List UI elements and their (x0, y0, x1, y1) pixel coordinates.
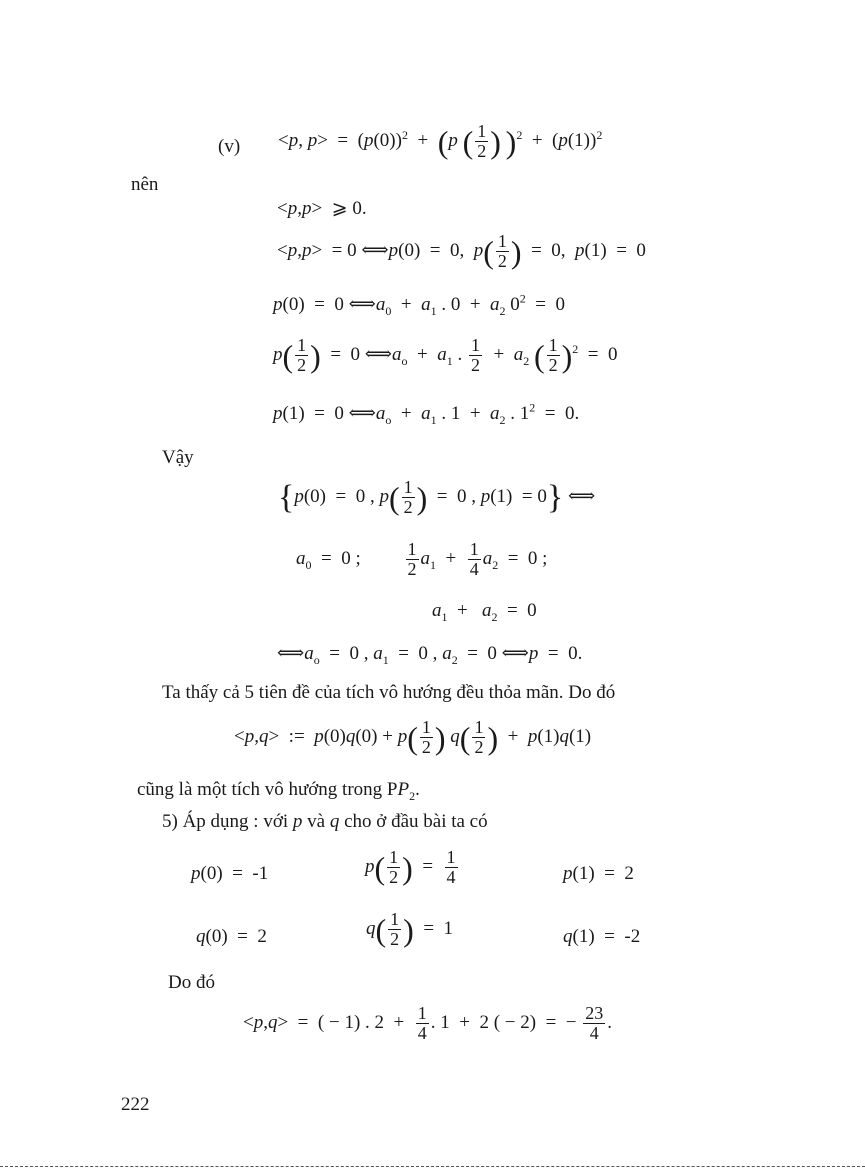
formula-system: {p(0) = 0 , p( $\frac{1}{2}$ ) = 0 , p(1) = 0} ⟺ (278, 477, 596, 517)
paragraph-axioms: Ta thấy cả 5 tiên đề của tích vô hướng đều thỏa mãn. Do đó (162, 682, 616, 703)
value-q1: q(1) = -2 (563, 926, 641, 947)
item-5-text: 5) Áp dụng : với (162, 811, 293, 832)
paragraph-conclusion: cũng là một tích vô hướng trong $PP_2$. (137, 779, 420, 803)
formula-p0: p(0) = 0 $⟺a_0 + a_1$ . $0 + a_2$ $0^2 = 0$ (273, 291, 566, 318)
value-p-half: p( $\frac{1}{2}$ ) = $\frac{1}{4}$ (365, 847, 456, 887)
formula-solution: $⟺a_o = 0$ , $a_1 = 0$ , $a_2 = 0$ ⟺p = 0. (277, 643, 583, 667)
formula-p-half: p( $\frac{1}{2}$ ) = 0 $⟺a_o + a_1$ . $\frac{1}{2}$ + $a_2$ ( $\frac{1}{2}$ )$^2$ = 0 (273, 335, 618, 375)
item-v-label: (v) (218, 136, 241, 157)
formula-inner-product-pq: <p,q> := p(0)q(0) + p( $\frac{1}{2}$ ) q( $\frac{1}{2}$ ) + p(1)q(1) (234, 717, 592, 757)
formula-zero-iff: <p,p> = 0 ⟺p(0) = 0, p( $\frac{1}{2}$ ) = 0, p(1) = 0 (277, 231, 646, 271)
item-5-q: q (329, 811, 340, 832)
word-do-do: Do đó (168, 972, 215, 993)
formula-result: <p,q> = ( − 1) . 2 + $\frac{1}{4}$ . 1 + 2 ( − 2) = − $\frac{23}{4}$ . (243, 1003, 612, 1043)
page-number: 222 (121, 1094, 150, 1115)
conclusion-end: . (415, 779, 420, 800)
formula-system-eq2: $a_1 + a_2 = 0$ (432, 600, 537, 624)
conclusion-subscript: 2 (409, 788, 416, 803)
value-q0: q(0) = 2 (196, 926, 267, 947)
word-nen: nên (131, 174, 159, 195)
formula-nonneg: <p,p> ⩾ 0. (277, 198, 367, 219)
item-5-end: cho ở đầu bài ta có (339, 811, 488, 832)
item-5-mid: và (302, 811, 330, 832)
word-vay: Vậy (162, 447, 194, 468)
value-p0: p(0) = -1 (191, 863, 269, 884)
item-5-p: p (292, 811, 303, 832)
bottom-rule (0, 1166, 865, 1167)
value-p1: p(1) = 2 (563, 863, 634, 884)
item-5 (162, 812, 488, 831)
conclusion-text: cũng là một tích vô hướng trong P (137, 779, 398, 800)
formula-p1: p(1) = 0 $⟺a_o + a_1$ . $1 + a_2$ . $1^2 = 0$. (273, 400, 580, 427)
formula-inner-product-def: <p, $p> = (p(0))^2 + (p$ ( $\frac{1}{2}$ ) )$^2 + (p(1))^2$ (278, 121, 603, 161)
value-q-half: q( $\frac{1}{2}$ ) = 1 (366, 909, 454, 949)
formula-system-eq1: $a_0 = 0$ ; $\frac{1}{2}$ $a_1$ + $\frac{1}{4}$ $a_2 = 0$ ; (296, 539, 548, 579)
